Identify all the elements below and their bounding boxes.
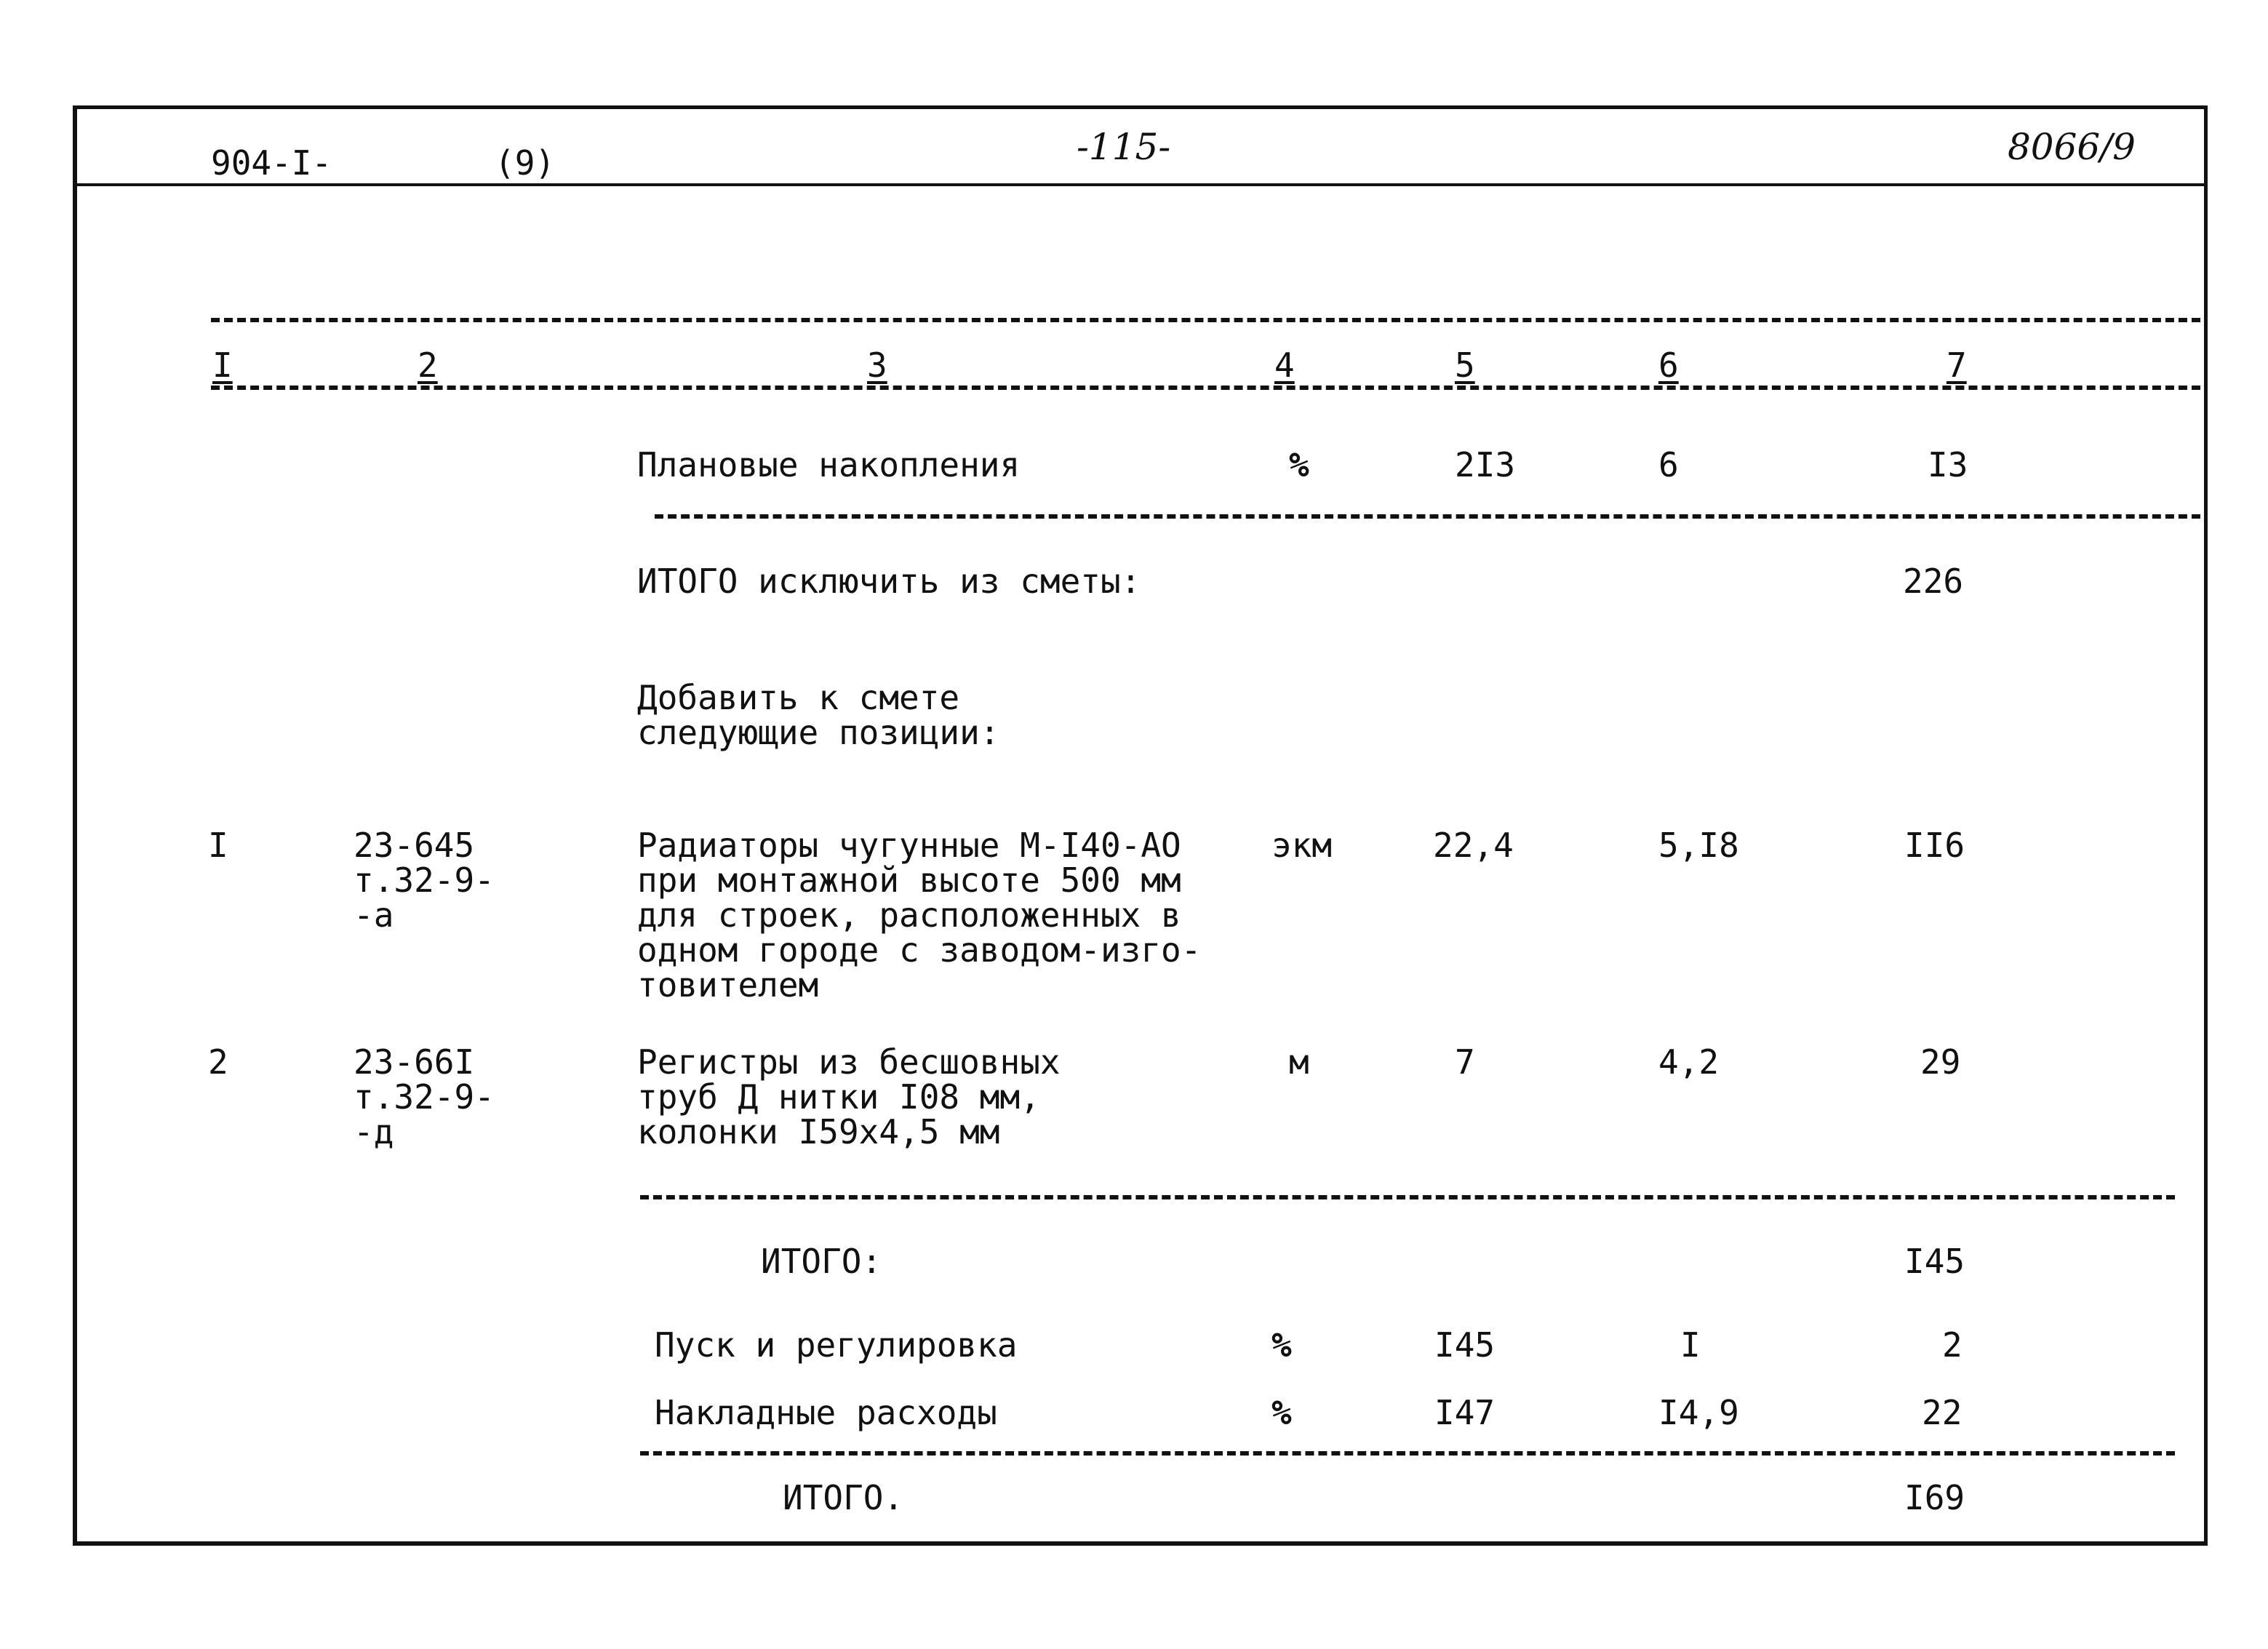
col-header-2: 2 (418, 346, 438, 385)
item2-col5: 7 (1455, 1042, 1475, 1082)
column-header-bottom-rule (211, 386, 2200, 390)
page-number: -115- (1077, 126, 1171, 168)
doc-code: 904-I- (211, 143, 332, 183)
startup-col7: 2 (1942, 1325, 1962, 1365)
item2-col6: 4,2 (1658, 1042, 1720, 1082)
total-name: ИТОГО. (783, 1478, 904, 1517)
item1-name: Радиаторы чугунные М-I40-АО при монтажной высоте 500 мм для строек, расположенных в одном городе с заводом-изго- товителем (637, 826, 1202, 1005)
row-planned-col7: I3 (1928, 445, 1968, 484)
doc-part: (9) (495, 143, 556, 183)
rule-after-items (640, 1195, 2175, 1199)
header-rule (73, 183, 2208, 186)
subtotal-name: ИТОГО: (761, 1242, 882, 1281)
startup-col6: I (1680, 1325, 1701, 1365)
row-planned-unit: % (1289, 445, 1309, 484)
item1-unit: экм (1271, 826, 1333, 865)
col-header-5: 5 (1455, 346, 1475, 385)
item1-number: I (208, 826, 228, 865)
col-header-7: 7 (1946, 346, 1967, 385)
col-header-6: 6 (1658, 346, 1679, 385)
overhead-col7: 22 (1922, 1393, 1962, 1432)
item2-code: 23-66I т.32-9- -д (354, 1042, 495, 1151)
item2-unit: м (1289, 1042, 1309, 1082)
startup-col5: I45 (1434, 1325, 1496, 1365)
doc-number: 8066/9 (2008, 126, 2136, 168)
col-header-3: 3 (867, 346, 887, 385)
overhead-col6: I4,9 (1658, 1393, 1739, 1432)
col-header-4: 4 (1274, 346, 1295, 385)
row-exclude-total-name: ИТОГО исключить из сметы: (637, 562, 1141, 601)
add-to-estimate-heading: Добавить к смете следующие позиции: (637, 678, 1000, 752)
row-planned-col5: 2I3 (1455, 445, 1516, 484)
subtotal-col7: I45 (1904, 1242, 1965, 1281)
startup-unit: % (1271, 1325, 1292, 1365)
total-col7: I69 (1904, 1478, 1965, 1517)
item1-col5: 22,4 (1433, 826, 1514, 865)
row-planned-col6: 6 (1658, 445, 1679, 484)
item2-number: 2 (208, 1042, 228, 1082)
item2-name: Регистры из бесшовных труб Д нитки I08 мм, колонки I59х4,5 мм (637, 1042, 1061, 1151)
row-exclude-total-col7: 226 (1903, 562, 1964, 601)
rule-before-total (640, 1451, 2175, 1456)
overhead-col5: I47 (1434, 1393, 1496, 1432)
rule-after-planned (655, 514, 2200, 519)
item2-col7: 29 (1920, 1042, 1961, 1082)
item1-col7: II6 (1904, 826, 1965, 865)
item1-col6: 5,I8 (1658, 826, 1739, 865)
startup-name: Пуск и регулировка (655, 1325, 1018, 1365)
col-header-1: I (212, 346, 233, 385)
overhead-unit: % (1271, 1393, 1292, 1432)
overhead-name: Накладные расходы (655, 1393, 997, 1432)
item1-code: 23-645 т.32-9- -а (354, 826, 495, 935)
row-planned-name: Плановые накопления (637, 445, 1021, 484)
column-header-top-rule (211, 318, 2200, 322)
